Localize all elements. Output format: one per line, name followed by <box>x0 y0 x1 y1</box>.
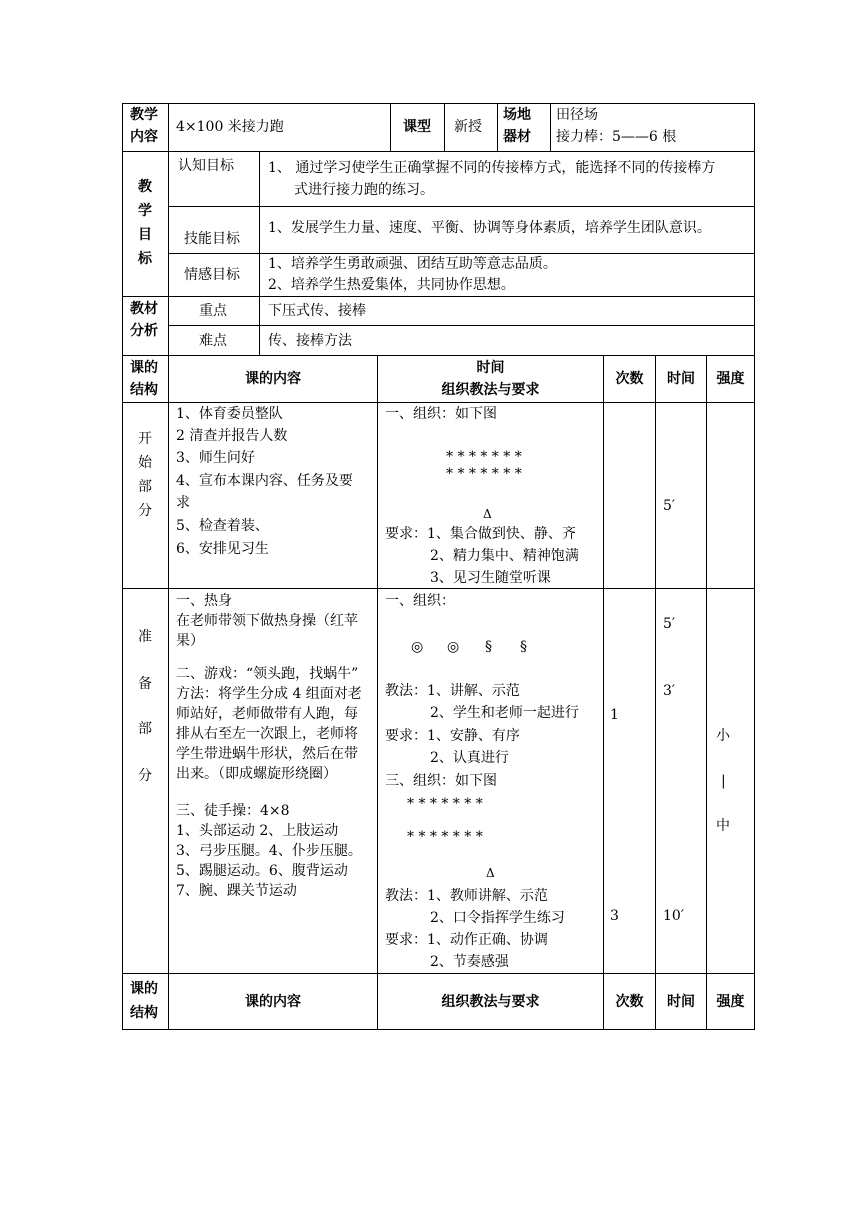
structure-header-line2: 结构 <box>130 382 158 398</box>
prep-method1-1: 教法：1、讲解、示范 <box>385 683 520 699</box>
prep-content-b-1: 二、游戏：“领头跑，找蜗牛” <box>176 666 359 682</box>
footer-content-header: 课的内容 <box>245 994 301 1010</box>
prep-org-title-3: 三、组织：如下图 <box>385 773 497 789</box>
prep-formation-row-2: * * * * * * * <box>407 829 483 845</box>
analysis-label-line1: 教材 <box>130 301 158 317</box>
footer-count-header: 次数 <box>615 994 644 1010</box>
grid-line <box>122 1029 754 1030</box>
prep-content-a-2: 在老师带领下做热身操（红苹 <box>176 613 358 629</box>
prep-content-a-1: 一、热身 <box>176 593 232 609</box>
start-formation-row-1: * * * * * * * <box>446 449 522 465</box>
grid-line <box>122 103 754 104</box>
prep-content-a-3: 果） <box>176 633 204 649</box>
cognitive-goal-label: 认知目标 <box>178 158 234 174</box>
grid-line <box>122 296 754 297</box>
objectives-label-3: 目 <box>138 227 152 243</box>
difficulty-label: 难点 <box>199 333 227 349</box>
content-label-line1: 教学 <box>130 107 158 123</box>
prep-req1-2: 2、认真进行 <box>430 750 509 766</box>
grid-line <box>377 355 378 1030</box>
skill-goal-text: 1、发展学生力量、速度、平衡、协调等身体素质，培养学生团队意识。 <box>268 220 711 236</box>
start-label-3: 部 <box>138 479 152 495</box>
start-teacher-mark: Δ <box>483 507 492 521</box>
time-header: 时间 <box>667 371 695 387</box>
prep-req2-1: 要求：1、动作正确、协调 <box>385 932 548 948</box>
prep-req1-1: 要求：1、安静、有序 <box>385 728 520 744</box>
prep-org-title: 一、组织： <box>385 593 455 609</box>
start-content-6: 5、检查着装、 <box>176 518 269 534</box>
venue-value-line1: 田径场 <box>556 107 598 123</box>
prep-count-1: 1 <box>610 707 619 723</box>
prep-intensity-1: 小 <box>716 728 730 744</box>
start-content-5: 求 <box>176 495 190 511</box>
prep-label-4: 分 <box>138 768 152 784</box>
prep-time-3: 10′ <box>663 908 684 924</box>
venue-label-line2: 器材 <box>503 129 531 145</box>
start-content-3: 3、师生问好 <box>176 450 255 466</box>
footer-time-header: 时间 <box>667 994 695 1010</box>
prep-teacher-mark: Δ <box>486 866 495 880</box>
time-header-top: 时间 <box>476 360 505 376</box>
prep-content-b-6: 出来。（即成螺旋形绕圈） <box>176 766 337 782</box>
prep-content-c-5: 7、腕、踝关节运动 <box>176 883 297 899</box>
grid-line <box>122 355 754 356</box>
org-header: 组织教法与要求 <box>441 382 540 398</box>
start-content-7: 6、安排见习生 <box>176 541 269 557</box>
grid-line <box>390 103 391 151</box>
footer-structure-line2: 结构 <box>130 1005 158 1021</box>
prep-formation-row-1: * * * * * * * <box>407 796 483 812</box>
skill-goal-label: 技能目标 <box>184 231 240 247</box>
prep-label-3: 部 <box>138 721 152 737</box>
venue-value-line2: 接力棒：5——6 根 <box>556 129 677 145</box>
analysis-label-line2: 分析 <box>130 323 158 339</box>
footer-structure-line1: 课的 <box>130 981 158 997</box>
start-label-1: 开 <box>138 431 152 447</box>
lesson-type-label: 课型 <box>403 119 431 135</box>
start-label-2: 始 <box>138 455 152 471</box>
intensity-header: 强度 <box>716 371 745 387</box>
emotion-goal-text-2: 2、培养学生热爱集体，共同协作思想。 <box>268 277 515 293</box>
start-requirement-1: 要求：1、集合做到快、静、齐 <box>385 526 576 542</box>
key-point-label: 重点 <box>199 303 227 319</box>
grid-line <box>259 151 260 355</box>
grid-line <box>444 103 445 151</box>
grid-line <box>550 103 551 151</box>
prep-symbol-4: § <box>520 639 527 655</box>
emotion-goal-label: 情感目标 <box>184 267 240 283</box>
start-time: 5′ <box>663 498 676 514</box>
start-requirement-3: 3、见习生随堂听课 <box>430 570 551 586</box>
prep-content-c-3: 3、弓步压腿。4、仆步压腿。 <box>176 843 362 859</box>
prep-symbol-1: ◎ <box>411 639 424 655</box>
objectives-label-1: 教 <box>138 179 152 195</box>
prep-req2-2: 2、节奏感强 <box>430 954 509 970</box>
cognitive-goal-text-2: 式进行接力跑的练习。 <box>294 182 434 198</box>
content-header: 课的内容 <box>245 371 301 387</box>
prep-symbol-3: § <box>485 639 492 655</box>
start-requirement-2: 2、精力集中、精神饱满 <box>430 548 579 564</box>
grid-line <box>168 206 754 207</box>
difficulty-text: 传、接棒方法 <box>268 333 352 349</box>
structure-header-line1: 课的 <box>130 360 158 376</box>
grid-line <box>122 973 754 974</box>
prep-content-b-5: 学生带进蜗牛形状，然后在带 <box>176 746 358 762</box>
prep-intensity-3: 中 <box>716 818 730 834</box>
venue-label-line1: 场地 <box>503 107 531 123</box>
cognitive-goal-text-1: 1、 通过学习使学生正确掌握不同的传接棒方式，能选择不同的传接棒方 <box>268 160 716 176</box>
prep-label-1: 准 <box>138 629 152 645</box>
objectives-label-2: 学 <box>138 203 152 219</box>
start-org-title: 一、组织：如下图 <box>385 406 497 422</box>
prep-content-b-3: 师站好，老师做带有人跑，每 <box>176 706 358 722</box>
grid-line <box>168 103 169 1030</box>
grid-line <box>754 103 755 1030</box>
start-formation-row-2: * * * * * * * <box>446 466 522 482</box>
footer-org-header: 组织教法与要求 <box>441 994 540 1010</box>
objectives-label-4: 标 <box>138 251 152 267</box>
prep-content-c-1: 三、徒手操：4×8 <box>176 803 290 819</box>
prep-method2-1: 教法：1、教师讲解、示范 <box>385 888 548 904</box>
grid-line <box>168 325 754 326</box>
prep-time-2: 3′ <box>663 683 676 699</box>
grid-line <box>706 355 707 1030</box>
start-content-4: 4、宣布本课内容、任务及要 <box>176 473 353 489</box>
count-header: 次数 <box>615 371 644 387</box>
grid-line <box>122 103 123 1030</box>
prep-count-2: 3 <box>610 908 619 924</box>
prep-label-2: 备 <box>138 676 152 692</box>
prep-content-b-4: 排从右至左一次跟上，老师将 <box>176 726 358 742</box>
prep-method1-2: 2、学生和老师一起进行 <box>430 705 579 721</box>
grid-line <box>603 355 604 1030</box>
prep-method2-2: 2、口令指挥学生练习 <box>430 910 565 926</box>
key-point-text: 下压式传、接棒 <box>268 303 366 319</box>
grid-line <box>122 151 754 152</box>
start-label-4: 分 <box>138 503 152 519</box>
content-label-line2: 内容 <box>130 129 158 145</box>
prep-content-b-2: 方法：将学生分成 4 组面对老 <box>176 686 362 702</box>
prep-symbol-2: ◎ <box>447 639 460 655</box>
grid-line <box>655 355 656 1030</box>
prep-content-c-2: 1、头部运动 2、上肢运动 <box>176 823 339 839</box>
prep-intensity-2: | <box>721 773 726 789</box>
lesson-type-value: 新授 <box>454 119 482 135</box>
grid-line <box>497 103 498 151</box>
prep-content-c-4: 5、踢腿运动。6、腹背运动 <box>176 863 348 879</box>
footer-intensity-header: 强度 <box>716 994 745 1010</box>
prep-time-1: 5′ <box>663 616 676 632</box>
start-content-2: 2 清查并报告人数 <box>176 428 288 444</box>
start-content-1: 1、体育委员整队 <box>176 406 283 422</box>
lesson-content-value: 4×100 米接力跑 <box>176 119 284 135</box>
emotion-goal-text-1: 1、培养学生勇敢顽强、团结互助等意志品质。 <box>268 256 557 272</box>
